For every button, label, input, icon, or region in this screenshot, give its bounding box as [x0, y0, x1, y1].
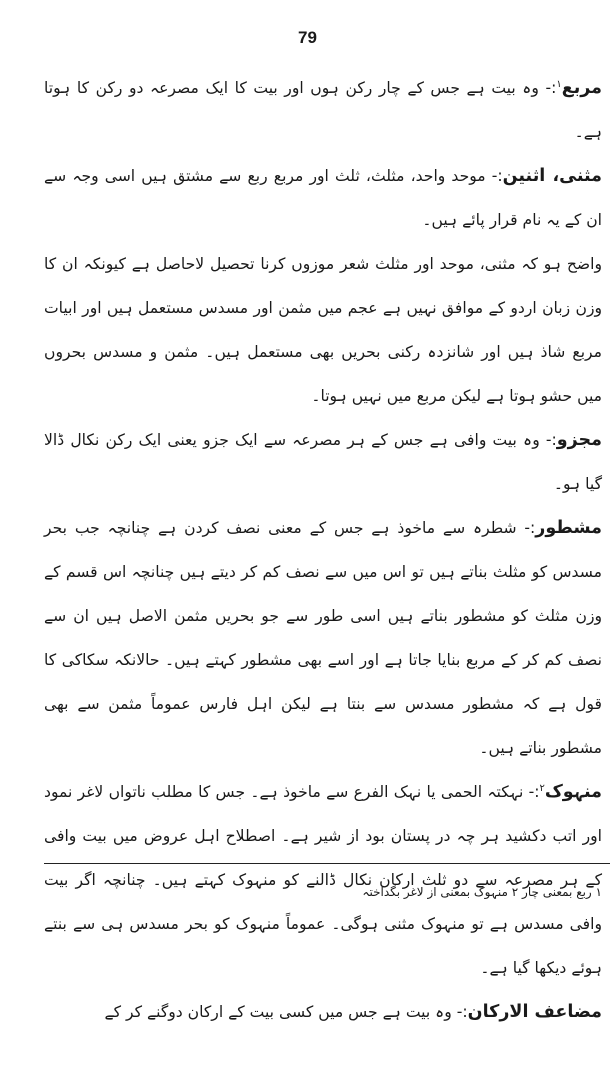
- paragraph-mashtur: [44, 506, 602, 770]
- page-number: 79: [298, 28, 317, 47]
- paragraph-muzaaf-ul-arkan: [44, 990, 602, 1034]
- footnote-reference: ۲: [539, 782, 545, 794]
- footnote: ۱ ربع بمعنی چار ۲ منہوک بمعنی از لاغر بگداختہ: [362, 885, 602, 899]
- footnote-divider: [44, 863, 610, 864]
- paragraph-text: :- وہ بیت ہے جس میں کسی بیت کے ارکان دوگنے کر کے: [104, 1003, 468, 1021]
- term-heading: مثنی، اثنین: [502, 166, 602, 186]
- paragraph-wazeh: [44, 242, 602, 418]
- paragraph-murabba: [44, 66, 602, 154]
- paragraph-text: :- موحد واحد، مثلث، ثلث اور مربع ربع سے مشتق ہیں اسی وجہ سے ان کے یہ نام قرار پائے ہیں۔: [44, 167, 602, 229]
- paragraph-text: :- وہ بیت ہے جس کے چار رکن ہوں اور بیت کا ایک مصرعہ دو رکن کا ہوتا ہے۔: [44, 79, 602, 141]
- term-heading: مجزو: [556, 430, 602, 450]
- paragraph-text: :- شطرہ سے ماخوذ ہے جس کے معنی نصف کردن ہے چنانچہ جب بحر مسدس کو مثلث بناتے ہیں تو اس میں سے نصف کم کر دیتے ہیں چنانچہ اس قسم کے وزن مثلث کو مشطور بناتے ہیں اسی طور سے جو بحریں مثمن الاصل ہیں ان سے نصف کم کر کے مربع بنایا جاتا ہے اور اسے بھی مشطور کہتے ہیں۔ حالانکہ سکاکی کا قول ہے کہ مشطور مسدس سے بنتا ہے لیکن اہل فارس عموماً مثمن سے بھی مشطور بناتے ہیں۔: [44, 519, 602, 757]
- paragraph-musanna: [44, 154, 602, 242]
- paragraph-majzu: [44, 418, 602, 506]
- term-heading: منہوک: [544, 782, 602, 802]
- term-heading: مضاعف الارکان: [467, 1002, 602, 1022]
- footnote-reference: ۱: [556, 78, 562, 90]
- term-heading: مشطور: [535, 518, 602, 538]
- paragraph-text: :- نہکتہ الحمی یا نہک الفرع سے ماخوذ ہے۔ جس کا مطلب ناتواں لاغر نمود اور اتب دکشید ہر چہ در پستان بود از شیر ہے۔ اصطلاح اہل عروض میں بیت وافی کے ہر مصرعہ سے دو ثلث ارکان نکال ڈالنے کو منہوک کہتے ہیں۔ چنانچہ اگر بیت وافی مسدس ہے تو منہوک مثنی ہوگی۔ عموماً منہوک کو بحر مسدس ہی سے بنتے ہوئے دیکھا گیا ہے۔: [44, 783, 602, 977]
- paragraph-text: :- وہ بیت وافی ہے جس کے ہر مصرعہ سے ایک جزو یعنی ایک رکن نکال ڈالا گیا ہو۔: [44, 431, 602, 493]
- paragraph-text: واضح ہو کہ مثنی، موحد اور مثلث شعر موزوں کرنا تحصیل لاحاصل ہے کیونکہ ان کا وزن زبان اردو کے موافق نہیں ہے عجم میں مثمن اور مسدس مستعمل ہیں اور ابیات مربع شاذ ہیں اور شانزدہ رکنی بحریں بھی مستعمل ہیں۔ مثمن و مسدس بحروں میں حشو ہوتا ہے لیکن مربع میں نہیں ہوتا۔: [44, 255, 602, 405]
- term-heading: مربع: [561, 78, 602, 98]
